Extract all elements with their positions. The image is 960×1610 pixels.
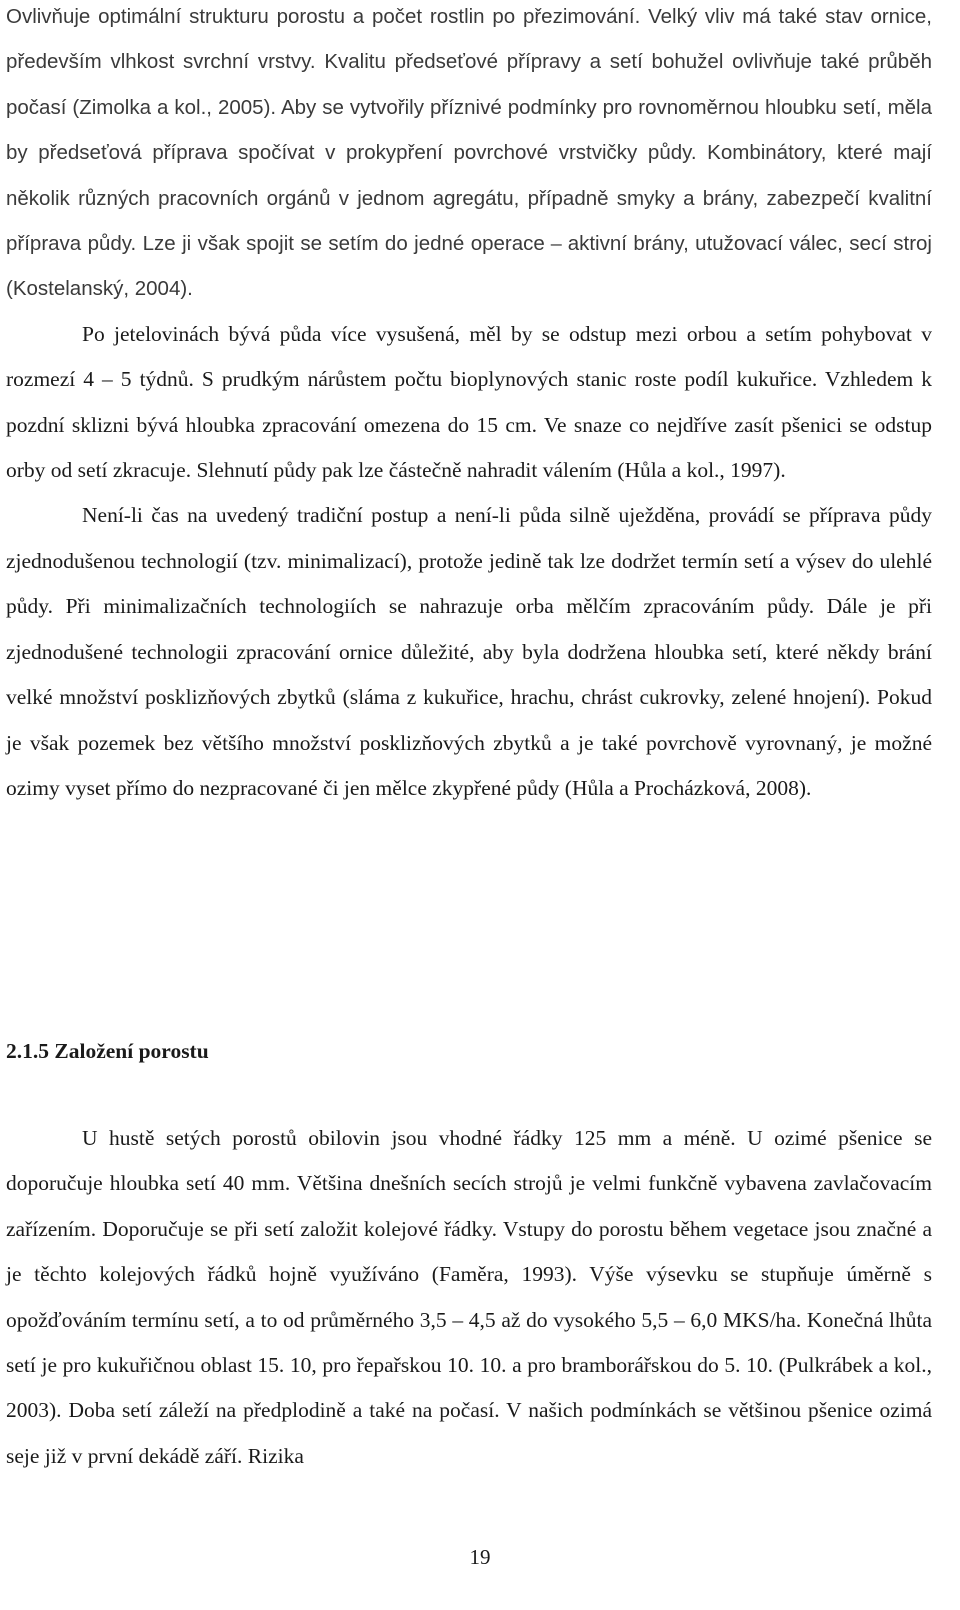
paragraph-stand-establishment: U hustě setých porostů obilovin jsou vhodné řádky 125 mm a méně. U ozimé pšenice se doporučuje hloubka setí 40 mm. Většina dnešních secích strojů je velmi funkčně vybavena zavlačovacím zařízením. Doporučuje se při setí založit kolejové řádky. Vstupy do porostu během vegetace jsou značné a je těchto kolejových řádků hojně využíváno (Faměra, 1993). Výše výsevku se stupňuje úměrně s opožďováním termínu setí, a to od průměrného 3,5 – 4,5 až do vysokého 5,5 – 6,0 MKS/ha. Konečná lhůta setí je pro kukuřičnou oblast 15. 10, pro řepařskou 10. 10. a pro bramborářskou do 5. 10. (Pulkrábek a kol., 2003). Doba setí záleží na předplodině a také na počasí. V našich podmínkách se většinou pšenice ozimá seje již v první dekádě září. Rizika (6, 1126, 932, 1468)
text-block-lower (6, 1116, 932, 1479)
text-block-upper (6, 0, 932, 811)
paragraph-clover: Po jetelovinách bývá půda více vysušená, měl by se odstup mezi orbou a setím pohybovat v rozmezí 4 – 5 týdnů. S prudkým nárůstem počtu bioplynových stanic roste podíl kukuřice. Vzhledem k pozdní sklizni bývá hloubka zpracování omezena do 15 cm. Ve snaze co nejdříve zasít pšenici se odstup orby od setí zkracuje. Slehnutí půdy pak lze částečně nahradit válením (Hůla a kol., 1997). (6, 321, 932, 483)
section-heading: 2.1.5 Založení porostu (6, 1039, 209, 1063)
paragraph-dash: – (544, 231, 568, 256)
paragraph-text-sans-part2: aktivní brány, utužovací válec, secí stroj (Kostelanský, 2004). (6, 232, 932, 301)
paragraph-minimalization: Není-li čas na uvedený tradiční postup a není-li půda silně uježděna, provádí se příprava půdy zjednodušenou technologií (tzv. minimalizací), protože jedině tak lze dodržet termín setí a výsev do ulehlé půdy. Při minimalizačních technologiích se nahrazuje orba mělčím zpracováním půdy. Dále je při zjednodušené technologii zpracování ornice důležité, aby byla dodržena hloubka setí, které někdy brání velké množství posklizňových zbytků (sláma z kukuřice, hrachu, chrást cukrovky, zelené hnojení). Pokud je však pozemek bez většího množství posklizňových zbytků a je také povrchově vyrovnaný, je možné ozimy vyset přímo do nezpracované či jen mělce zkypřené půdy (Hůla a Procházková, 2008). (6, 503, 932, 800)
page-number: 19 (469, 1545, 491, 1569)
paragraph-text-sans-part1: Ovlivňuje optimální strukturu porostu a počet rostlin po přezimování. Velký vliv má také stav ornice, především vlhkost svrchní vrstvy. Kvalitu předseťové přípravy a setí bohužel ovlivňuje také průběh počasí (Zimolka a kol., 2005). Aby se vytvořily příznivé podmínky pro rovnoměrnou hloubku setí, měla by předseťová příprava spočívat v prokypření povrchové vrstvičky půdy. Kombinátory, které mají několik různých pracovních orgánů v jednom agregátu, případně smyky a brány, zabezpečí kvalitní příprava půdy. Lze ji však spojit se setím do jedné operace (6, 5, 932, 256)
paragraph-sowing-preparation (6, 0, 932, 312)
